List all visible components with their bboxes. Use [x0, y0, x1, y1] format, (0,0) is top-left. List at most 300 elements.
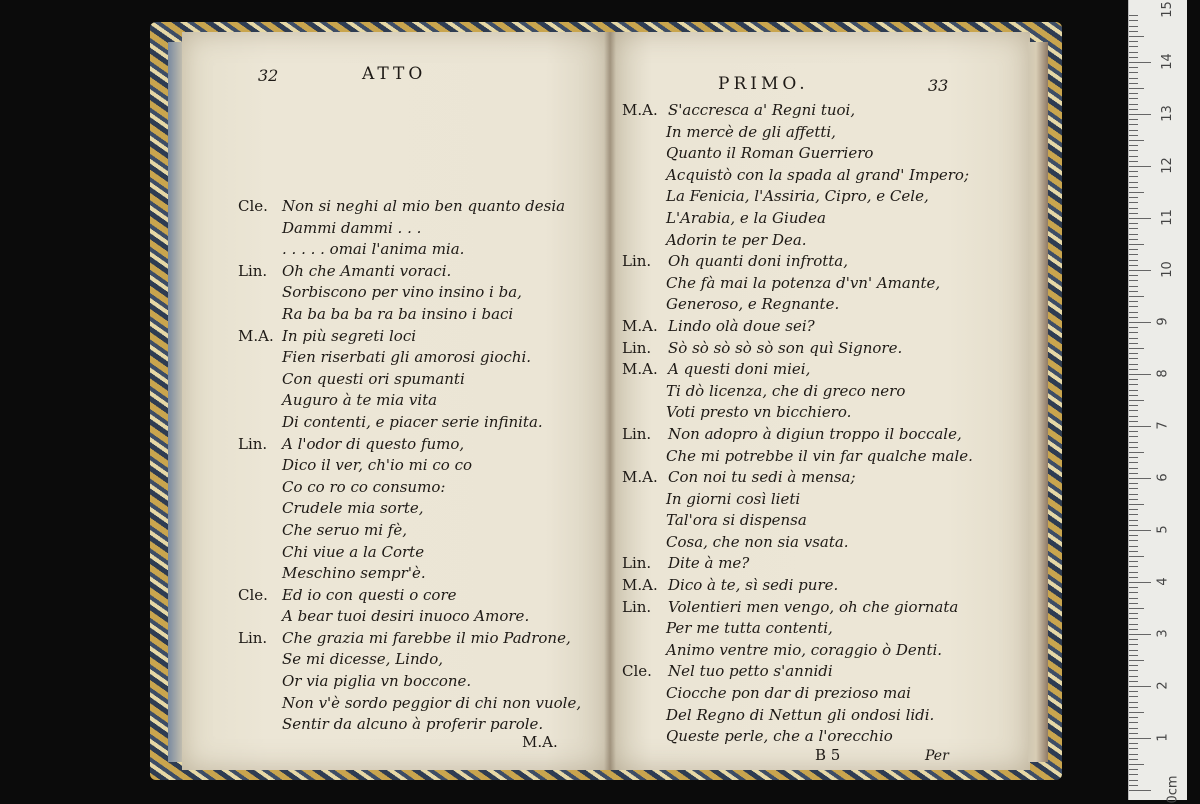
ruler-tick — [1129, 499, 1138, 500]
verse-text: Dammi dammi . . . — [282, 218, 422, 237]
ruler-label: 12 — [1159, 157, 1175, 174]
ruler-tick — [1129, 332, 1138, 333]
verse-text: A l'odor di questo fumo, — [282, 434, 465, 453]
ruler-tick — [1129, 67, 1138, 68]
ruler-tick — [1129, 72, 1138, 73]
ruler-tick — [1129, 343, 1138, 344]
ruler-tick — [1129, 119, 1138, 120]
ruler-tick — [1129, 312, 1138, 313]
verse-text: In giorni così lieti — [666, 489, 801, 508]
ruler-tick — [1129, 239, 1138, 240]
verse-text: Se mi dicesse, Lindo, — [282, 650, 444, 669]
ruler-label: 9 — [1155, 317, 1171, 326]
ruler-tick — [1129, 447, 1138, 448]
speaker-label: M.A. — [238, 326, 274, 345]
ruler-tick — [1129, 57, 1138, 58]
ruler-tick — [1129, 598, 1138, 599]
ruler-tick — [1129, 759, 1138, 760]
ruler-tick — [1129, 265, 1138, 266]
speaker-label: Lin. — [622, 338, 652, 357]
speaker-label: Lin. — [238, 434, 268, 453]
ruler-tick — [1129, 483, 1138, 484]
ruler-tick — [1129, 764, 1144, 765]
ruler-tick — [1129, 665, 1138, 666]
verse-text: Che mi potrebbe il vin far qualche male. — [666, 446, 973, 465]
ruler-tick — [1129, 182, 1138, 183]
ruler-tick — [1129, 88, 1144, 89]
ruler-tick — [1129, 572, 1138, 573]
ruler-label: 3 — [1155, 629, 1171, 638]
text-line — [238, 563, 598, 585]
verse-text: Ra ba ba ba ra ba insino i baci — [282, 304, 514, 323]
verse-text: Auguro à te mia vita — [282, 391, 438, 410]
ruler-tick — [1129, 712, 1144, 713]
ruler-tick — [1129, 660, 1144, 661]
ruler-tick — [1129, 374, 1151, 375]
ruler-tick — [1129, 452, 1144, 453]
ruler-tick — [1129, 494, 1138, 495]
text-line — [622, 553, 1022, 575]
ruler-tick — [1129, 275, 1138, 276]
ruler-tick — [1129, 431, 1138, 432]
ruler-tick — [1129, 358, 1138, 359]
ruler-tick — [1129, 530, 1151, 531]
ruler-tick — [1129, 228, 1138, 229]
speaker-label: Lin. — [622, 554, 652, 573]
text-line — [238, 628, 598, 650]
ruler-tick — [1129, 348, 1144, 349]
text-line — [622, 618, 1022, 640]
text-line — [238, 606, 598, 628]
verse-text: Non v'è sordo peggior di chi non vuole, — [282, 693, 582, 712]
verse-text: Meschino sempr'è. — [282, 564, 426, 583]
ruler-tick — [1129, 582, 1151, 583]
verse-text: Di contenti, e piacer serie infinita. — [282, 412, 543, 431]
text-line — [238, 347, 598, 369]
ruler-tick — [1129, 93, 1138, 94]
ruler-tick — [1129, 249, 1138, 250]
verse-text: Dico à te, sì sedi pure. — [668, 576, 839, 595]
right-page-edge — [1028, 42, 1048, 762]
ruler-tick — [1129, 478, 1151, 479]
verse-text: Quanto il Roman Guerriero — [666, 144, 874, 163]
ruler-tick — [1129, 109, 1138, 110]
verse-text: Voti presto vn bicchiero. — [666, 403, 852, 422]
verse-text: Con questi ori spumanti — [282, 369, 465, 388]
ruler-tick — [1129, 286, 1138, 287]
ruler-tick — [1129, 681, 1138, 682]
ruler-tick — [1129, 733, 1138, 734]
ruler-tick — [1129, 702, 1138, 703]
verse-text: Sentir da alcuno à proferir parole. — [282, 715, 544, 734]
ruler-tick — [1129, 556, 1144, 557]
verse-text: Lindo olà doue sei? — [668, 316, 815, 335]
text-line — [238, 390, 598, 412]
text-line — [238, 326, 598, 348]
ruler-tick — [1129, 36, 1144, 37]
ruler-tick — [1129, 722, 1138, 723]
text-line — [238, 649, 598, 671]
ruler-tick — [1129, 135, 1138, 136]
text-line — [238, 671, 598, 693]
verse-text: Non si neghi al mio ben quanto desia — [282, 197, 566, 215]
ruler-tick — [1129, 327, 1138, 328]
text-line — [622, 640, 1022, 662]
ruler-tick — [1129, 618, 1138, 619]
verse-text: Sò sò sò sò sò son quì Signore. — [668, 338, 903, 357]
verse-text: Del Regno di Nettun gli ondosi lidi. — [666, 705, 935, 724]
ruler-tick — [1129, 197, 1138, 198]
ruler-tick — [1129, 384, 1138, 385]
verse-text: Volentieri men vengo, oh che giornata — [668, 597, 959, 616]
ruler-tick — [1129, 426, 1151, 427]
ruler-tick — [1129, 738, 1151, 739]
ruler-tick — [1129, 743, 1138, 744]
text-line — [238, 520, 598, 542]
ruler-tick — [1129, 535, 1138, 536]
ruler-tick — [1129, 317, 1138, 318]
verse-text: . . . . . omai l'anima mia. — [282, 240, 465, 259]
text-line — [622, 359, 1022, 381]
ruler-tick — [1129, 769, 1138, 770]
text-line — [622, 294, 1022, 316]
ruler-tick — [1129, 780, 1138, 781]
left-catchword: M.A. — [522, 733, 558, 751]
ruler-tick — [1129, 322, 1151, 323]
ruler-tick — [1129, 104, 1138, 105]
ruler-tick — [1129, 46, 1138, 47]
verse-text: Nel tuo petto s'annidi — [668, 662, 833, 681]
text-line — [238, 693, 598, 715]
ruler-tick — [1129, 462, 1138, 463]
text-line — [238, 477, 598, 499]
ruler-tick — [1129, 98, 1138, 99]
ruler-label: 15 — [1159, 1, 1175, 18]
ruler-tick — [1129, 41, 1138, 42]
ruler-tick — [1129, 442, 1138, 443]
verse-text: Ti dò licenza, che di greco nero — [666, 381, 906, 400]
text-line — [622, 165, 1022, 187]
ruler-tick — [1129, 717, 1138, 718]
speaker-label: M.A. — [622, 468, 658, 487]
verse-text: Oh quanti doni infrotta, — [668, 252, 849, 271]
right-page-number: 33 — [928, 76, 949, 95]
ruler-tick — [1129, 639, 1138, 640]
ruler-tick — [1129, 379, 1138, 380]
ruler-tick — [1129, 260, 1138, 261]
speaker-label: M.A. — [622, 101, 658, 119]
verse-text: Non adopro à digiun troppo il boccale, — [668, 424, 962, 443]
ruler-tick — [1129, 244, 1144, 245]
ruler-tick — [1129, 634, 1151, 635]
ruler-tick — [1129, 156, 1138, 157]
ruler-tick — [1129, 62, 1151, 63]
text-line — [622, 381, 1022, 403]
text-line — [238, 304, 598, 326]
ruler-tick — [1129, 644, 1138, 645]
ruler-tick — [1129, 457, 1138, 458]
verse-text: Crudele mia sorte, — [282, 499, 424, 518]
speaker-label: M.A. — [622, 316, 658, 335]
text-line — [238, 218, 598, 240]
left-page-number: 32 — [258, 66, 279, 85]
ruler-tick — [1129, 707, 1138, 708]
verse-text: Fien riserbati gli amorosi giochi. — [282, 348, 532, 367]
ruler-tick — [1129, 405, 1138, 406]
speaker-label: Lin. — [622, 597, 652, 616]
ruler-tick — [1129, 488, 1138, 489]
ruler-tick — [1129, 234, 1138, 235]
ruler-tick — [1129, 774, 1138, 775]
ruler-tick — [1129, 676, 1138, 677]
text-line — [622, 338, 1022, 360]
verse-text: Dite à me? — [668, 554, 750, 573]
ruler-tick — [1129, 296, 1144, 297]
ruler-tick — [1129, 291, 1138, 292]
text-line — [622, 661, 1022, 683]
text-line — [622, 208, 1022, 230]
verse-text: Generoso, e Regnante. — [666, 295, 840, 314]
right-running-head: PRIMO. — [718, 74, 809, 94]
verse-text: Cosa, che non sia vsata. — [666, 532, 849, 551]
ruler-tick — [1129, 353, 1138, 354]
speaker-label: Lin. — [238, 261, 268, 280]
ruler-tick — [1129, 270, 1151, 271]
ruler-tick — [1129, 31, 1138, 32]
right-catchword: Per — [925, 748, 949, 764]
ruler-tick — [1129, 130, 1138, 131]
verse-text: Acquistò con la spada al grand' Impero; — [666, 165, 970, 184]
verse-text: Che grazia mi farebbe il mio Padrone, — [282, 628, 571, 647]
text-line — [622, 489, 1022, 511]
ruler-tick — [1129, 603, 1138, 604]
ruler-label: 14 — [1159, 53, 1175, 70]
speaker-label: Cle. — [238, 585, 268, 604]
text-line — [238, 455, 598, 477]
verse-text: A bear tuoi desiri inuoco Amore. — [282, 607, 530, 626]
ruler-tick — [1129, 171, 1138, 172]
ruler-label: 7 — [1155, 421, 1171, 430]
speaker-label: M.A. — [622, 360, 658, 379]
speaker-label: Cle. — [622, 662, 652, 681]
verse-text: In più segreti loci — [282, 326, 417, 345]
verse-text: Co co ro co consumo: — [282, 477, 446, 496]
verse-text: In mercè de gli affetti, — [666, 122, 836, 141]
ruler-tick — [1129, 566, 1138, 567]
text-line — [622, 186, 1022, 208]
ruler-label: 10 — [1159, 261, 1175, 278]
right-page-text — [622, 100, 1022, 748]
left-page-text — [238, 196, 598, 736]
text-line — [238, 239, 598, 261]
ruler-tick — [1129, 390, 1138, 391]
text-line — [622, 402, 1022, 424]
ruler-tick — [1129, 202, 1138, 203]
verse-text: La Fenicia, l'Assiria, Cipro, e Cele, — [666, 187, 929, 206]
ruler-tick — [1129, 785, 1138, 786]
text-line — [622, 100, 1022, 122]
ruler-tick — [1129, 436, 1138, 437]
verse-text: Tal'ora si dispensa — [666, 511, 807, 530]
measurement-ruler — [1128, 0, 1187, 804]
right-signature: B 5 — [815, 746, 841, 764]
ruler-tick — [1129, 15, 1138, 16]
verse-text: Che seruo mi fè, — [282, 520, 407, 539]
ruler-tick — [1129, 145, 1138, 146]
ruler-tick — [1129, 790, 1151, 791]
ruler-tick — [1129, 395, 1138, 396]
ruler-tick — [1129, 213, 1138, 214]
text-line — [622, 575, 1022, 597]
ruler-tick — [1129, 410, 1138, 411]
ruler-tick — [1129, 114, 1151, 115]
ruler-tick — [1129, 187, 1138, 188]
ruler-tick — [1129, 306, 1138, 307]
ruler-tick — [1129, 546, 1138, 547]
ruler-tick — [1129, 192, 1144, 193]
ruler-tick — [1129, 525, 1138, 526]
speaker-label: Lin. — [622, 252, 652, 271]
ruler-label: 4 — [1155, 577, 1171, 586]
text-line — [622, 532, 1022, 554]
text-line — [622, 726, 1022, 748]
ruler-label: 0cm — [1165, 775, 1181, 804]
text-line — [622, 597, 1022, 619]
ruler-tick — [1129, 592, 1138, 593]
ruler-tick — [1129, 754, 1138, 755]
text-line — [622, 316, 1022, 338]
ruler-tick — [1129, 624, 1138, 625]
text-line — [622, 424, 1022, 446]
text-line — [238, 369, 598, 391]
text-line — [622, 273, 1022, 295]
ruler-tick — [1129, 691, 1138, 692]
ruler-tick — [1129, 608, 1144, 609]
ruler-tick — [1129, 540, 1138, 541]
ruler-tick — [1129, 83, 1138, 84]
text-line — [238, 498, 598, 520]
verse-text: Sorbiscono per vino insino i ba, — [282, 283, 522, 302]
ruler-label: 1 — [1155, 733, 1171, 742]
ruler-tick — [1129, 364, 1138, 365]
text-line — [238, 282, 598, 304]
ruler-tick — [1129, 629, 1138, 630]
text-line — [238, 434, 598, 456]
ruler-tick — [1129, 650, 1138, 651]
text-line — [622, 510, 1022, 532]
verse-text: Chi viue a la Corte — [282, 542, 425, 561]
ruler-tick — [1129, 124, 1138, 125]
verse-text: Ciocche pon dar di prezioso mai — [666, 684, 911, 703]
text-line — [238, 261, 598, 283]
verse-text: Animo ventre mio, coraggio ò Denti. — [666, 640, 943, 659]
verse-text: Adorin te per Dea. — [666, 230, 807, 249]
ruler-tick — [1129, 150, 1138, 151]
ruler-label: 6 — [1155, 473, 1171, 482]
verse-text: Queste perle, che a l'orecchio — [666, 727, 893, 746]
verse-text: Or via piglia vn boccone. — [282, 672, 472, 691]
ruler-tick — [1129, 509, 1138, 510]
ruler-tick — [1129, 254, 1138, 255]
ruler-tick — [1129, 223, 1138, 224]
ruler-tick — [1129, 577, 1138, 578]
text-line — [238, 412, 598, 434]
book-gutter — [604, 32, 616, 770]
ruler-tick — [1129, 161, 1138, 162]
speaker-label: M.A. — [622, 576, 658, 595]
ruler-tick — [1129, 473, 1138, 474]
ruler-tick — [1129, 613, 1138, 614]
ruler-tick — [1129, 52, 1138, 53]
ruler-tick — [1129, 520, 1138, 521]
text-line — [622, 251, 1022, 273]
ruler-tick — [1129, 20, 1138, 21]
verse-text: Che fà mai la potenza d'vn' Amante, — [666, 273, 941, 292]
ruler-tick — [1129, 301, 1138, 302]
ruler-tick — [1129, 514, 1138, 515]
verse-text: Oh che Amanti voraci. — [282, 261, 452, 280]
ruler-tick — [1129, 686, 1151, 687]
text-line — [622, 467, 1022, 489]
text-line — [238, 542, 598, 564]
verse-text: Per me tutta contenti, — [666, 619, 833, 638]
ruler-label: 2 — [1155, 681, 1171, 690]
ruler-tick — [1129, 218, 1151, 219]
speaker-label: Cle. — [238, 197, 268, 215]
ruler-tick — [1129, 587, 1138, 588]
left-running-head: ATTO — [362, 64, 427, 84]
ruler-tick — [1129, 140, 1144, 141]
ruler-tick — [1129, 748, 1138, 749]
ruler-tick — [1129, 208, 1138, 209]
ruler-tick — [1129, 728, 1138, 729]
ruler-tick — [1129, 696, 1138, 697]
verse-text: Con noi tu sedi à mensa; — [668, 468, 856, 487]
text-line — [622, 230, 1022, 252]
speaker-label: Lin. — [238, 628, 268, 647]
ruler-label: 8 — [1155, 369, 1171, 378]
text-line — [622, 446, 1022, 468]
verse-text: Ed io con questi o core — [282, 585, 457, 604]
ruler-label: 13 — [1159, 105, 1175, 122]
ruler-tick — [1129, 655, 1138, 656]
ruler-tick — [1129, 468, 1138, 469]
ruler-label: 5 — [1155, 525, 1171, 534]
ruler-tick — [1129, 338, 1138, 339]
text-line — [238, 196, 598, 218]
text-line — [622, 705, 1022, 727]
text-line — [622, 122, 1022, 144]
ruler-tick — [1129, 670, 1138, 671]
text-line — [622, 143, 1022, 165]
ruler-tick — [1129, 26, 1138, 27]
text-line — [238, 585, 598, 607]
ruler-tick — [1129, 504, 1144, 505]
ruler-tick — [1129, 416, 1138, 417]
ruler-tick — [1129, 551, 1138, 552]
ruler-tick — [1129, 78, 1138, 79]
ruler-tick — [1129, 369, 1138, 370]
verse-text: S'accresca a' Regni tuoi, — [668, 101, 856, 119]
text-line — [622, 683, 1022, 705]
ruler-tick — [1129, 166, 1151, 167]
ruler-tick — [1129, 280, 1138, 281]
ruler-tick — [1129, 400, 1144, 401]
verse-text: L'Arabia, e la Giudea — [666, 208, 826, 227]
verse-text: A questi doni miei, — [668, 360, 811, 379]
ruler-tick — [1129, 561, 1138, 562]
ruler-label: 11 — [1159, 209, 1175, 226]
